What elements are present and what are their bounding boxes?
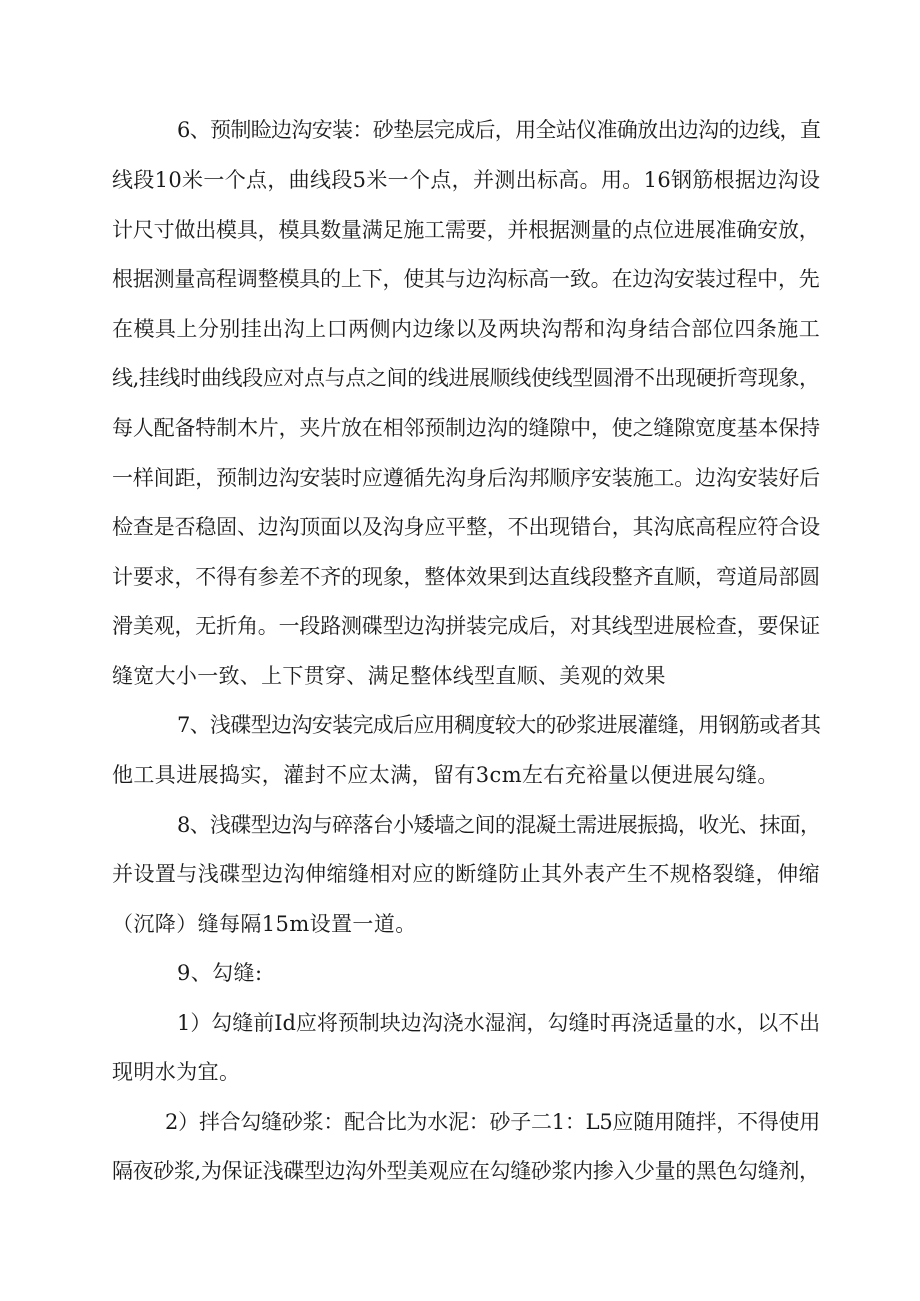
text-line: 1）勾缝前Id应将预制块边沟浇水湿润，勾缝时再浇适量的水，以不出 xyxy=(177,1011,821,1035)
text-line: 现明水为宜。 xyxy=(112,1060,241,1084)
text-line: 线,挂线时曲线段应对点与点之间的线进展顺线使线型圆滑不出现硬折弯现象， xyxy=(112,366,820,390)
text-line: 每人配备特制木片，夹片放在相邻预制边沟的缝隙中，使之缝隙宽度基本保持 xyxy=(112,416,820,440)
text-line: 缝宽大小一致、上下贯穿、满足整体线型直顺、美观的效果 xyxy=(112,664,666,688)
text-line: 9、勾缝: xyxy=(177,961,263,985)
text-line: 7、浅碟型边沟安装完成后应用稠度较大的砂浆进展灌缝，用钢筋或者其 xyxy=(177,713,821,737)
text-line: 计要求，不得有参差不齐的现象，整体效果到达直线段整齐直顺，弯道局部圆 xyxy=(112,565,820,589)
text-line: 8、浅碟型边沟与碎落台小矮墙之间的混凝土需进展振捣，收光、抹面， xyxy=(177,813,821,837)
text-line: 他工具进展捣实，灌封不应太满，留有3cm左右充裕量以便进展勾缝。 xyxy=(112,763,779,787)
text-line: 检查是否稳固、边沟顶面以及沟身应平整，不出现错台，其沟底高程应符合设 xyxy=(112,515,820,539)
text-line: 一样间距，预制边沟安装时应遵循先沟身后沟邦顺序安装施工。边沟安装好后 xyxy=(112,466,820,490)
text-line: 6、预制睑边沟安装：砂垫层完成后，用全站仪准确放出边沟的边线，直 xyxy=(177,118,821,142)
text-line: 隔夜砂浆,为保证浅碟型边沟外型美观应在勾缝砂浆内掺入少量的黑色勾缝剂， xyxy=(112,1159,820,1183)
text-line: 2）拌合勾缝砂浆：配合比为水泥：砂子二1：L5应随用随拌，不得使用 xyxy=(165,1110,821,1134)
text-line: 并设置与浅碟型边沟伸缩缝相对应的断缝防止其外表产生不规格裂缝，伸缩 xyxy=(112,862,820,886)
text-line: （沉降）缝每隔15m设置一道。 xyxy=(112,912,417,936)
text-line: 滑美观，无折角。一段路测碟型边沟拼装完成后，对其线型进展检查，要保证 xyxy=(112,614,820,638)
text-line: 计尺寸做出模具，模具数量满足施工需要，并根据测量的点位进展准确安放， xyxy=(112,218,820,242)
text-line: 在模具上分别挂出沟上口两侧内边缘以及两块沟帮和沟身结合部位四条施工 xyxy=(112,317,821,341)
text-line: 线段10米一个点，曲线段5米一个点，并测出标高。用。16钢筋根据边沟设 xyxy=(112,168,821,192)
text-line: 根据测量高程调整模具的上下，使其与边沟标高一致。在边沟安装过程中，先 xyxy=(112,267,820,291)
